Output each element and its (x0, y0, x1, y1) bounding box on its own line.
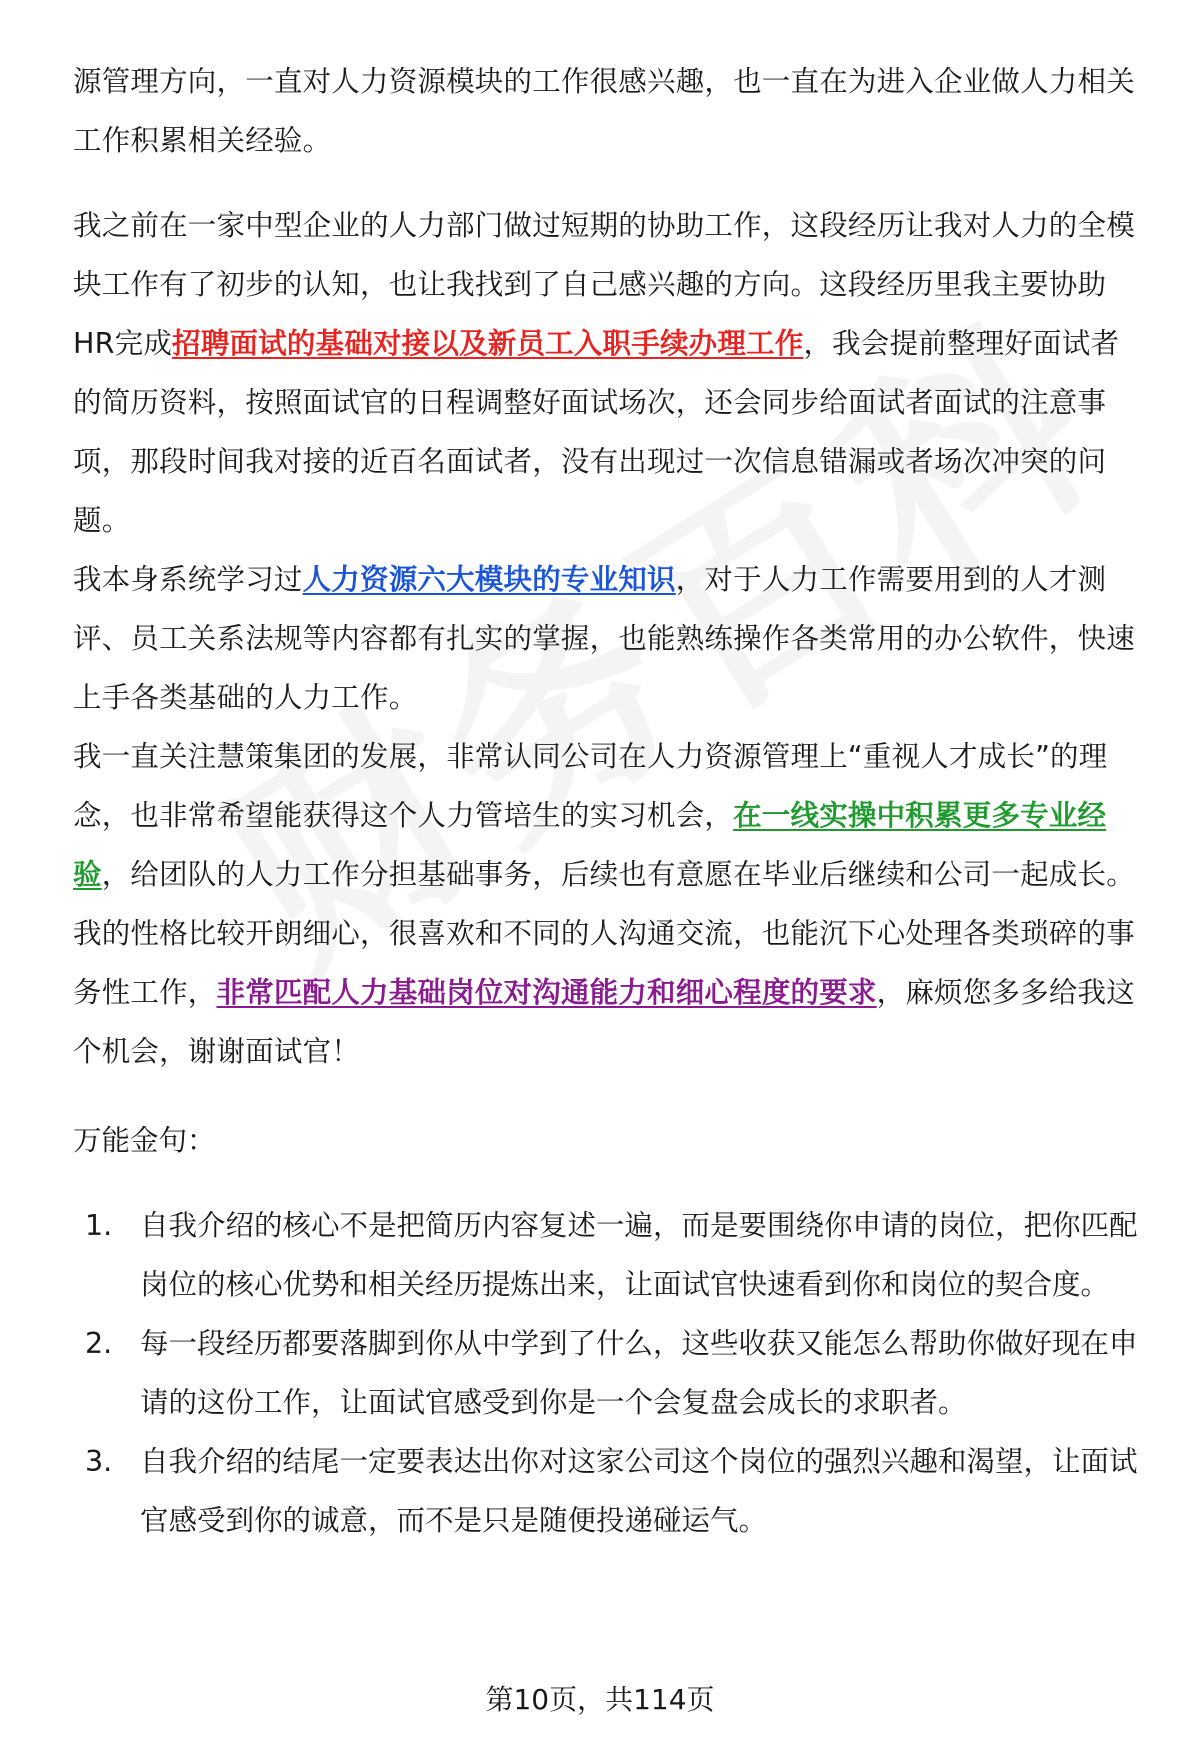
paragraph-3-highlight: 人力资源六大模块的专业知识 (302, 563, 676, 596)
paragraph-4 (73, 727, 1143, 904)
section-title: 万能金句： (73, 1124, 216, 1157)
paragraph-5 (73, 904, 1143, 1081)
paragraph-2-text-after: ，我会提前整理好面试者的简历资料，按照面试官的日程调整好面试场次，还会同步给面试者面试的注意事项，那段时间我对接的近百名面试者，没有出现过一次信息错漏或者场次冲突的问题。 (73, 327, 1120, 537)
list-item-number: 3. (85, 1445, 113, 1478)
paragraph-2-highlight: 招聘面试的基础对接以及新员工入职手续办理工作 (172, 327, 804, 360)
list-item-text: 自我介绍的核心不是把简历内容复述一遍，而是要围绕你申请的岗位，把你匹配岗位的核心优势和相关经历提炼出来，让面试官快速看到你和岗位的契合度。 (140, 1209, 1138, 1301)
golden-rules-list (73, 1196, 1143, 1550)
paragraph-3-text-before: 我本身系统学习过 (73, 563, 303, 596)
list-item-number: 2. (85, 1327, 113, 1360)
list-item (73, 1432, 1143, 1550)
list-item-text: 自我介绍的结尾一定要表达出你对这家公司这个岗位的强烈兴趣和渴望，让面试官感受到你的诚意，而不是只是随便投递碰运气。 (140, 1445, 1138, 1537)
paragraph-4-highlight: 在一线实操中积累更多专业经验 (73, 799, 1107, 891)
paragraph-1 (73, 52, 1143, 170)
paragraph-4-text-before: 我一直关注慧策集团的发展，非常认同公司在人力资源管理上“重视人才成长”的理念，也非常希望能获得这个人力管培生的实习机会， (73, 740, 1108, 832)
paragraph-5-text-before: 我的性格比较开朗细心，很喜欢和不同的人沟通交流，也能沉下心处理各类琐碎的事务性工作， (73, 917, 1135, 1009)
paragraph-2 (73, 196, 1143, 550)
paragraph-5-text-after: ，麻烦您多多给我这个机会，谢谢面试官！ (73, 976, 1135, 1068)
list-item-text: 每一段经历都要落脚到你从中学到了什么，这些收获又能怎么帮助你做好现在申请的这份工作，让面试官感受到你是一个会复盘会成长的求职者。 (140, 1327, 1138, 1419)
list-item-number: 1. (85, 1209, 113, 1242)
paragraph-3-text-after: ，对于人力工作需要用到的人才测评、员工关系法规等内容都有扎实的掌握，也能熟练操作各类常用的办公软件，快速上手各类基础的人力工作。 (73, 563, 1135, 714)
page-footer: 第10页，共114页 (485, 1683, 715, 1716)
list-item (73, 1196, 1143, 1314)
paragraph-4-text-after: ，给团队的人力工作分担基础事务，后续也有意愿在毕业后继续和公司一起成长。 (101, 858, 1135, 891)
paragraph-1-text: 源管理方向，一直对人力资源模块的工作很感兴趣，也一直在为进入企业做人力相关工作积累相关经验。 (73, 65, 1135, 157)
paragraph-3 (73, 550, 1143, 727)
paragraph-5-highlight: 非常匹配人力基础岗位对沟通能力和细心程度的要求 (216, 976, 877, 1009)
list-item (73, 1314, 1143, 1432)
paragraph-2-text-before: 我之前在一家中型企业的人力部门做过短期的协助工作，这段经历让我对人力的全模块工作有了初步的认知，也让我找到了自己感兴趣的方向。这段经历里我主要协助HR完成 (73, 209, 1135, 360)
document-body (73, 52, 1143, 1550)
